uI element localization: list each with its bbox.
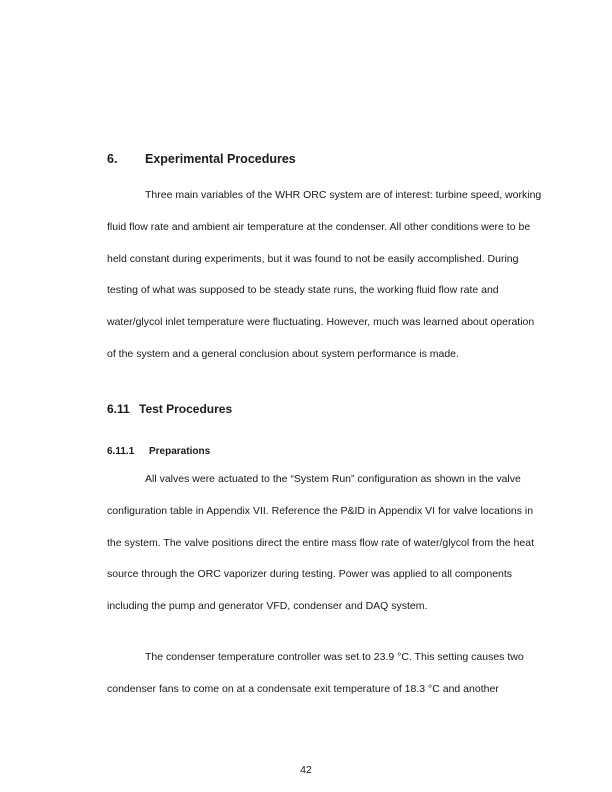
preparations-paragraph-1-text: All valves were actuated to the “System Run” configuration as shown in the valve configuration table in Appendix VII. Reference the P&ID in Appendix VI for valve locations in the system. The valve positions direct the entire mass flow rate of water/glycol from the heat source through the ORC vaporizer during testing. Power was applied to all components including the pump and generator VFD, condenser and DAQ system. <box>107 473 534 613</box>
chapter-heading <box>107 152 296 166</box>
preparations-paragraph-2 <box>107 642 543 706</box>
preparations-paragraph-2-text: The condenser temperature controller was set to 23.9 °C. This setting causes two condenser fans to come on at a condensate exit temperature of 18.3 °C and another <box>107 651 524 695</box>
chapter-number: 6. <box>107 152 118 166</box>
section-number: 6.11 <box>107 402 130 416</box>
page-number: 42 <box>300 764 312 776</box>
chapter-title: Experimental Procedures <box>145 152 296 166</box>
subsection-heading <box>107 446 210 457</box>
subsection-title: Preparations <box>149 446 211 457</box>
intro-paragraph-text: Three main variables of the WHR ORC system are of interest: turbine speed, working fluid flow rate and ambient air temperature at the condenser. All other conditions were to be held constant during experiments, but it was found to not be easily accomplished. During testing of what was supposed to be steady state runs, the working fluid flow rate and water/glycol inlet temperature were fluctuating. However, much was learned about operation of the system and a general conclusion about system performance is made. <box>107 189 542 360</box>
section-heading <box>107 402 232 416</box>
section-title: Test Procedures <box>139 402 233 416</box>
intro-paragraph <box>107 180 543 371</box>
preparations-paragraph-1 <box>107 464 543 623</box>
subsection-number: 6.11.1 <box>107 446 135 457</box>
